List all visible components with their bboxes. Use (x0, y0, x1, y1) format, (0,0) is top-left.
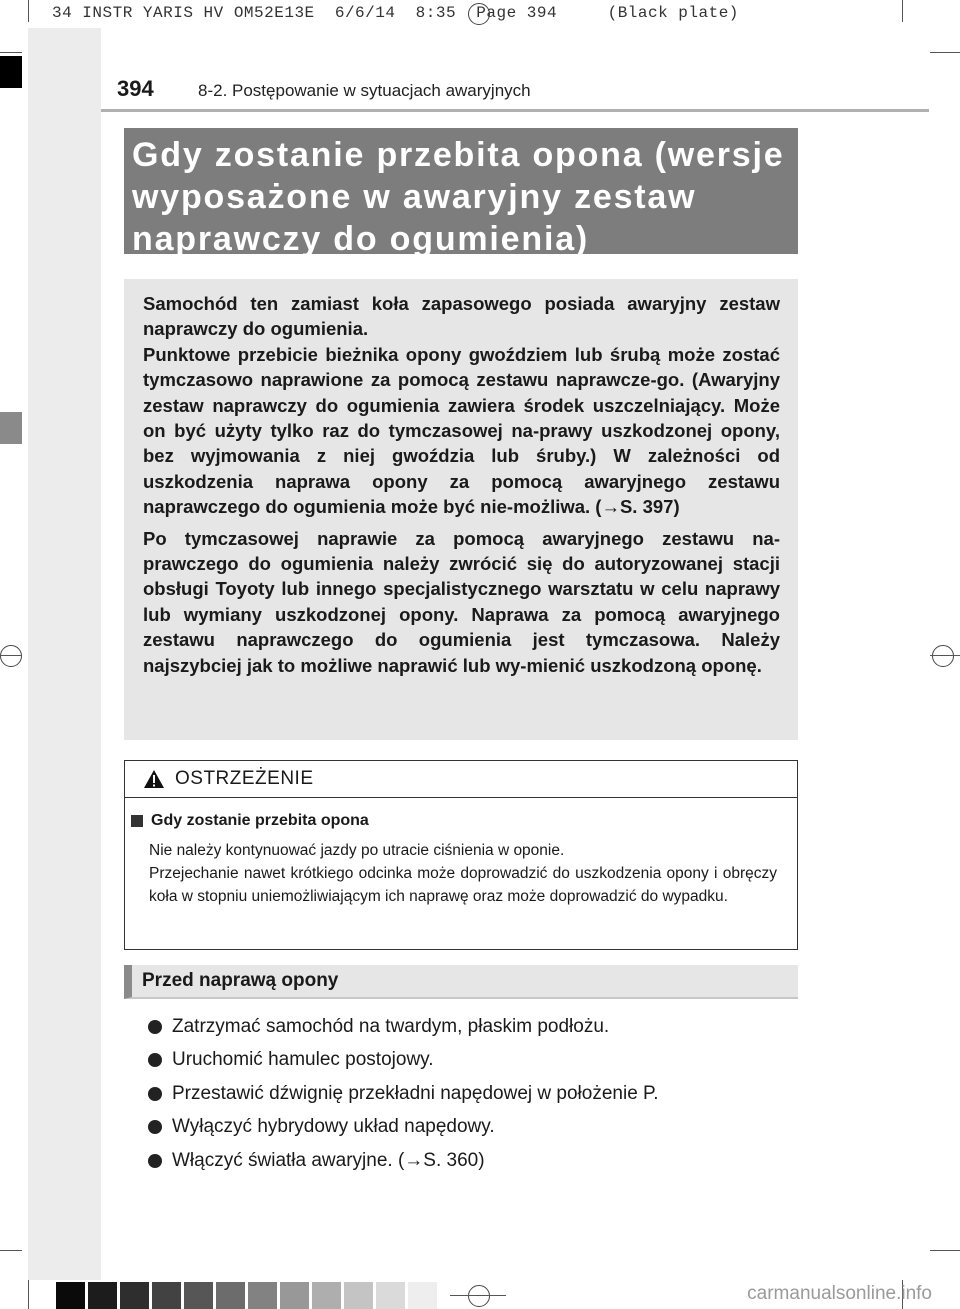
step-text: Zatrzymać samochód na twardym, płaskim podłożu. (172, 1015, 610, 1037)
warning-triangle-icon (143, 769, 165, 789)
heading-line: Gdy zostanie przebita opona (wersje (132, 136, 785, 174)
bullet-dot-icon (148, 1154, 162, 1168)
warning-subheading (131, 812, 777, 830)
registration-mark (468, 1285, 490, 1307)
crop-mark (0, 1250, 22, 1251)
crop-mark (28, 1280, 29, 1309)
color-swatch (312, 1282, 341, 1309)
page-number: 394 (117, 76, 154, 101)
warning-subheading-text: Gdy zostanie przebita opona (151, 812, 369, 829)
steps-list (148, 1010, 659, 1178)
heading-line: wyposażone w awaryjny zestaw (132, 178, 697, 216)
list-item (148, 1044, 659, 1077)
registration-mark (0, 655, 22, 656)
crop-mark (930, 1250, 960, 1251)
bullet-dot-icon (148, 1120, 162, 1134)
list-item (148, 1111, 659, 1144)
header-divider (101, 109, 929, 112)
intro-paragraph: Po tymczasowej naprawie za pomocą awaryjnego zestawu na-prawczego do ogumienia należy zwrócić się do autoryzowanej stacji obsługi Toyoty lub innego specjalistycznego warsztatu w celu naprawy lub wymiany uszkodzonej opony. Naprawa za pomocą awaryjnego zestawu naprawczego do ogumienia jest tymczasowa. Należy najszybciej jak to możliwe naprawić lub wy-mienić uszkodzoną oponę. (143, 527, 780, 676)
color-swatch (248, 1282, 277, 1309)
color-swatch (280, 1282, 309, 1309)
registration-mark (0, 645, 22, 667)
crop-mark (28, 0, 29, 22)
registration-mark (468, 3, 490, 25)
warning-line: Przejechanie nawet krótkiego odcinka może doprowadzić do uszkodzenia opony i obręczy koła w stopniu uniemożliwiającym ich naprawę oraz może doprowadzić do wypadku. (149, 865, 777, 905)
step-text: Uruchomić hamulec postojowy. (172, 1049, 434, 1070)
chapter-tab (0, 412, 22, 444)
crop-mark (930, 52, 960, 53)
list-item (148, 1010, 659, 1043)
step-text: Wyłączyć hybrydowy układ napędowy. (172, 1116, 495, 1137)
section-title: 8-2. Postępowanie w sytuacjach awaryjnych (198, 81, 531, 100)
intro-paragraph: Samochód ten zamiast koła zapasowego posiada awaryjny zestaw naprawczy do ogumienia. (143, 293, 780, 340)
color-swatch (376, 1282, 405, 1309)
color-swatch (216, 1282, 245, 1309)
step-text: Przestawić dźwignię przekładni napędowej w położenie P. (172, 1082, 659, 1104)
warning-body (125, 798, 797, 908)
registration-mark (930, 655, 960, 656)
intro-box (124, 279, 798, 740)
bullet-dot-icon (148, 1087, 162, 1101)
warning-header (125, 761, 797, 798)
print-header: 34 INSTR YARIS HV OM52E13E 6/6/14 8:35 Page 394 (Black plate) (52, 4, 739, 22)
margin-strip (28, 28, 101, 1280)
warning-line: Nie należy kontynuować jazdy po utracie ciśnienia w oponie. (149, 842, 565, 859)
list-item (148, 1144, 659, 1177)
color-swatch (56, 1282, 85, 1309)
color-swatch (184, 1282, 213, 1309)
color-swatch (152, 1282, 181, 1309)
watermark: carmanualsonline.info (747, 1283, 932, 1304)
thumb-tab (0, 56, 22, 88)
warning-text (131, 839, 777, 908)
color-bar (56, 1282, 440, 1309)
registration-mark (450, 1295, 506, 1296)
color-swatch (88, 1282, 117, 1309)
color-swatch (120, 1282, 149, 1309)
step-text: Włączyć światła awaryjne. (→S. 360) (172, 1149, 485, 1171)
bullet-dot-icon (148, 1020, 162, 1034)
subsection-heading: Przed naprawą opony (124, 965, 798, 999)
heading-line: naprawczy do ogumienia) (132, 220, 590, 258)
color-swatch (408, 1282, 437, 1309)
color-swatch (344, 1282, 373, 1309)
crop-mark (0, 52, 22, 53)
registration-mark (932, 645, 954, 667)
crop-mark (902, 0, 903, 22)
warning-label: OSTRZEŻENIE (175, 768, 314, 789)
list-item (148, 1077, 659, 1110)
square-bullet-icon (131, 815, 143, 827)
main-heading (124, 128, 798, 258)
bullet-dot-icon (148, 1053, 162, 1067)
intro-paragraph: Punktowe przebicie bieżnika opony gwoździem lub śrubą może zostać tymczasowo naprawione za pomocą zestawu naprawcze-go. (Awaryjny zestaw naprawczy do ogumienia zawiera środek uszczelniający. Może on być użyty tylko raz do tymczasowej na-prawy uszkodzonej opony, bez wyjmowania z niej gwoździa lub śruby.) W zależności od uszkodzenia naprawa opony za pomocą awaryjnego zestawu naprawczego do ogumienia może być nie-możliwa. (→S. 397) (143, 343, 780, 518)
warning-box (124, 760, 798, 950)
